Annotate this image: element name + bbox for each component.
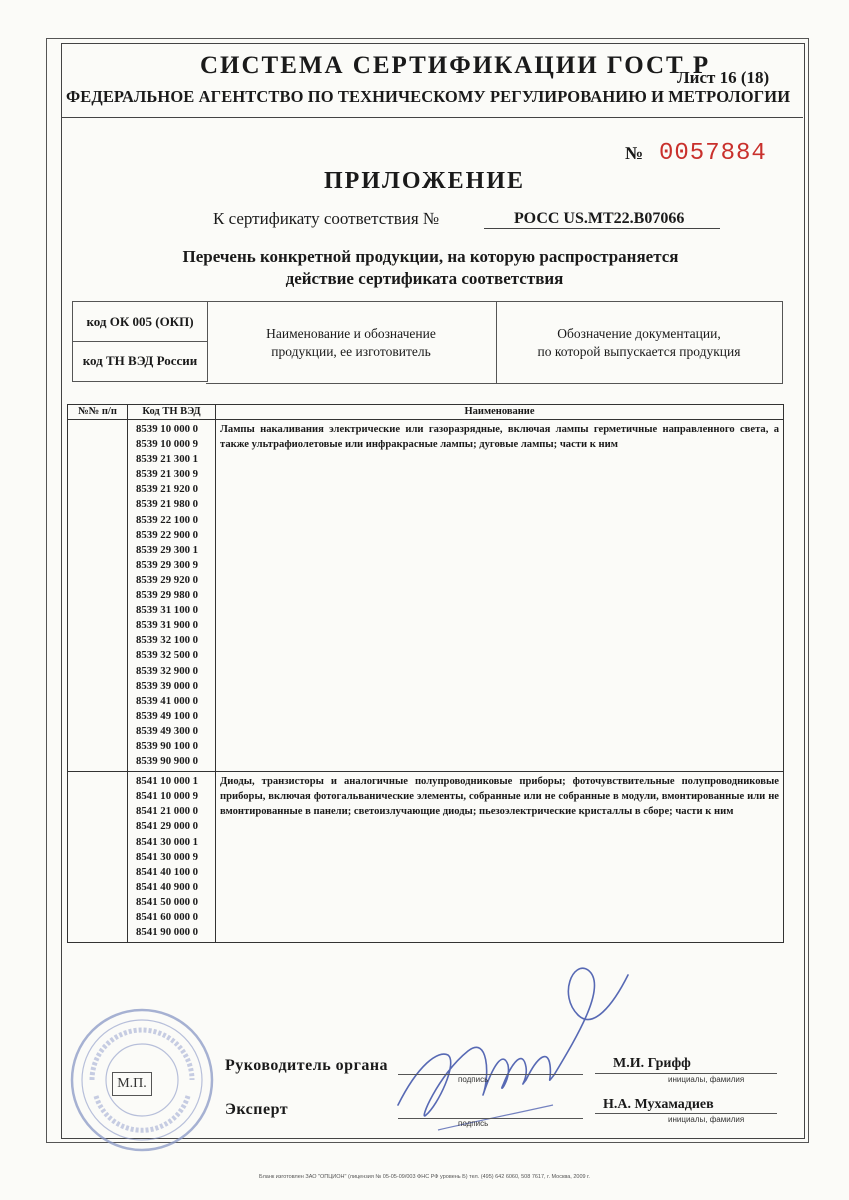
products-table xyxy=(67,404,784,943)
tn-ved-code: 8539 49 100 0 xyxy=(136,709,199,722)
expert-name-line xyxy=(595,1113,777,1114)
tn-ved-code: 8539 29 300 9 xyxy=(136,558,199,571)
row-number-cell xyxy=(68,772,128,943)
tn-ved-code: 8539 29 300 1 xyxy=(136,543,199,556)
tn-ved-code: 8539 32 100 0 xyxy=(136,634,199,647)
table-header-row xyxy=(68,405,784,420)
tn-ved-code: 8541 30 000 9 xyxy=(136,850,199,863)
tn-ved-code: 8541 10 000 9 xyxy=(136,790,199,803)
tn-ved-code: 8539 29 980 0 xyxy=(136,589,199,602)
tn-ved-code: 8541 60 000 0 xyxy=(136,911,199,923)
tn-ved-code: 8539 90 100 0 xyxy=(136,739,199,752)
tn-ved-code: 8541 40 100 0 xyxy=(136,865,199,878)
form-header-code-tn: код ТН ВЭД России xyxy=(72,340,208,382)
tn-ved-code: 8541 40 900 0 xyxy=(136,880,199,893)
expert-name: Н.А. Мухамадиев xyxy=(603,1097,714,1112)
tn-ved-code: 8539 21 920 0 xyxy=(136,483,199,496)
tn-ved-code: 8539 39 000 0 xyxy=(136,679,199,692)
blank-number-sign: № xyxy=(625,143,644,163)
table-body xyxy=(68,420,784,943)
tn-ved-code: 8541 21 000 0 xyxy=(136,805,199,818)
head-of-body-label: Руководитель органа xyxy=(225,1057,389,1074)
tn-ved-code: 8539 32 900 0 xyxy=(136,664,199,677)
tn-ved-code: 8539 29 920 0 xyxy=(136,573,199,586)
tn-ved-code: 8539 21 300 9 xyxy=(136,468,199,481)
form-header-product-name: Наименование и обозначение продукции, ее изготовитель xyxy=(206,301,497,384)
head-name-line xyxy=(595,1073,777,1074)
mp-box: М.П. xyxy=(112,1072,152,1096)
tn-ved-code: 8539 32 500 0 xyxy=(136,649,199,662)
tn-ved-code: 8539 31 100 0 xyxy=(136,604,199,617)
tn-ved-code: 8539 21 980 0 xyxy=(136,498,199,511)
tn-ved-code: 8539 22 100 0 xyxy=(136,513,199,526)
header-divider xyxy=(61,117,803,118)
column-header-name: Наименование xyxy=(216,405,784,420)
tn-ved-code: 8539 49 300 0 xyxy=(136,724,199,737)
expert-signature-line xyxy=(398,1118,583,1119)
tn-ved-code: 8539 31 900 0 xyxy=(136,619,199,632)
tn-ved-code: 8539 21 300 1 xyxy=(136,453,199,466)
head-signature-caption: подпись xyxy=(458,1075,489,1084)
head-name-caption: инициалы, фамилия xyxy=(668,1075,745,1084)
table-row xyxy=(68,420,784,772)
list-title-line1: Перечень конкретной продукции, на которую распространяется xyxy=(182,247,679,266)
expert-signature-caption: подпись xyxy=(458,1119,489,1128)
tn-ved-code: 8541 90 000 0 xyxy=(136,926,199,939)
row-codes-cell xyxy=(128,420,216,772)
expert-label: Эксперт xyxy=(225,1101,289,1118)
table-row xyxy=(68,772,784,943)
sheet-label: Лист 16 (18) xyxy=(677,68,770,87)
tn-ved-code: 8541 50 000 0 xyxy=(136,895,199,908)
row-name-cell: Лампы накаливания электрические или газоразрядные, включая лампы герметичные направленного света, а также ультрафиолетовые или инфракрасные лампы; дуговые лампы; части к ним xyxy=(216,420,784,772)
form-header-code-ok: код ОК 005 (ОКП) xyxy=(72,301,208,342)
agency-name: ФЕДЕРАЛЬНОЕ АГЕНТСТВО ПО ТЕХНИЧЕСКОМУ РЕГУЛИРОВАНИЮ И МЕТРОЛОГИИ xyxy=(66,87,791,106)
tn-ved-code: 8539 22 900 0 xyxy=(136,528,199,541)
row-codes-cell xyxy=(128,772,216,943)
tn-ved-code: 8539 10 000 0 xyxy=(136,423,199,435)
form-header-documentation: Обозначение документации, по которой выпускается продукция xyxy=(496,301,783,384)
head-name: М.И. Грифф xyxy=(613,1056,691,1071)
head-signature-line xyxy=(398,1074,583,1075)
certificate-prefix: К сертификату соответствия № xyxy=(213,209,440,228)
tn-ved-code: 8539 41 000 0 xyxy=(136,694,199,707)
tn-ved-code: 8541 29 000 0 xyxy=(136,820,199,833)
tn-ved-code: 8541 30 000 1 xyxy=(136,835,199,848)
appendix-title: ПРИЛОЖЕНИЕ xyxy=(323,168,526,194)
tn-ved-code: 8541 10 000 1 xyxy=(136,775,199,788)
expert-name-caption: инициалы, фамилия xyxy=(668,1115,745,1124)
footer-note: Бланк изготовлен ЗАО "ОПЦИОН" (лицензия № 05-05-09/003 ФНС РФ уровень Б) тел. (495) 642 6060, 508 7617, г. Москва, 2009 г. xyxy=(259,1174,590,1180)
tn-ved-code: 8539 90 900 0 xyxy=(136,755,199,768)
blank-number: 0057884 xyxy=(659,140,767,167)
handwritten-signature xyxy=(378,955,658,1145)
certificate-number: РОСС US.МТ22.В07066 xyxy=(514,210,685,227)
tn-ved-code: 8539 10 000 9 xyxy=(136,438,199,451)
row-number-cell xyxy=(68,420,128,772)
row-name-cell: Диоды, транзисторы и аналогичные полупроводниковые приборы; фоточувствительные полупроводниковые приборы, включая фотогальванические элементы, собранные или не собранные в модули, вмонтированные или не вмонтированные в панели; светоизлучающие диоды; пьезоэлектрические кристаллы в сборе; части к ним xyxy=(216,772,784,943)
column-header-code: Код ТН ВЭД xyxy=(128,405,216,420)
column-header-no: №№ п/п xyxy=(68,405,128,420)
list-title-line2: действие сертификата соответствия xyxy=(285,269,564,288)
certificate-number-underline xyxy=(484,228,720,229)
system-title: СИСТЕМА СЕРТИФИКАЦИИ ГОСТ Р xyxy=(200,52,711,79)
